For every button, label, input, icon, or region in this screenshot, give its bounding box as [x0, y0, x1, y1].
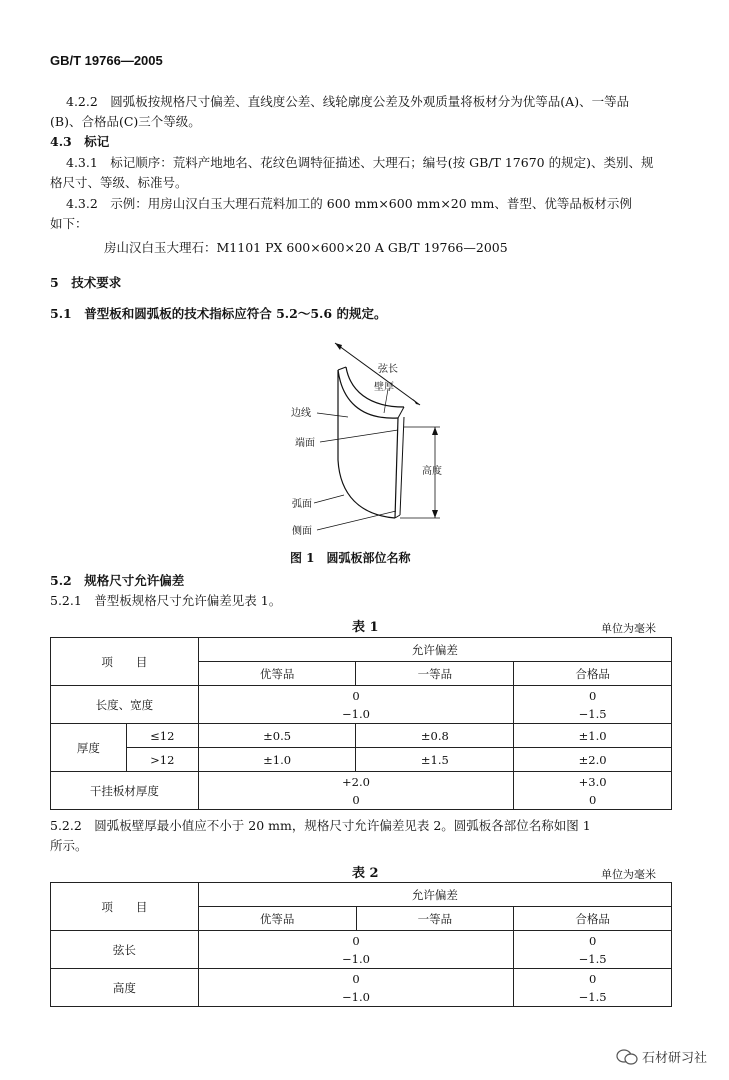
section-5: 5 技术要求 [50, 275, 122, 290]
watermark-text: 石材研习社 [641, 1051, 707, 1066]
section-5-2: 5.2 规格尺寸允许偏差 [50, 573, 185, 588]
t1-le12-b: ±0.8 [356, 724, 514, 748]
para-5-1: 5.1 普型板和圆弧板的技术指标应符合 5.2～5.6 的规定。 [50, 306, 387, 321]
t1-length-ab: 0 −1.0 [198, 686, 513, 724]
para-5-2-2-line1: 5.2.2 圆弧板壁厚最小值应不小于 20 mm，规格尺寸允许偏差见表 2。圆弧板各部位名称如图 1 [50, 818, 591, 833]
label-chord: 弦长 [378, 364, 398, 375]
t1-gt12-a: ±1.0 [198, 748, 356, 772]
t2-header-tolerance: 允许偏差 [198, 883, 671, 907]
t2-header-grade-a: 优等品 [198, 907, 356, 931]
t1-row-thickness: 厚度 [51, 724, 127, 772]
wechat-icon [616, 1048, 638, 1066]
para-5-2-2-line2: 所示。 [50, 838, 88, 853]
t1-row-dry-hang: 干挂板材厚度 [51, 772, 199, 810]
table1-title: 表 1 [352, 620, 379, 635]
label-height: 高度 [422, 466, 442, 477]
table2-title: 表 2 [352, 866, 379, 881]
para-4-2-2-line1: 4.2.2 圆弧板按规格尺寸偏差、直线度公差、线轮廓度公差及外观质量将板材分为优等品(A)、一等品 [66, 94, 630, 109]
figure-caption: 图 1 圆弧板部位名称 [290, 551, 411, 565]
table-1 [50, 637, 672, 810]
t1-header-tolerance: 允许偏差 [198, 638, 671, 662]
t2-height-ab: 0 −1.0 [198, 969, 513, 1007]
para-4-3-1-line1: 4.3.1 标记顺序：荒料产地地名、花纹色调特征描述、大理石；编号(按 GB/T 17670 的规定)、类别、规 [66, 155, 654, 170]
watermark [616, 1047, 707, 1066]
table-2 [50, 882, 672, 1007]
t1-thickness-le12: ≤12 [126, 724, 198, 748]
t2-header-grade-b: 一等品 [356, 907, 514, 931]
t1-le12-c: ±1.0 [514, 724, 672, 748]
t2-chord-c: 0 −1.5 [514, 931, 672, 969]
table1-unit: 单位为毫米 [601, 622, 656, 635]
marking-example: 房山汉白玉大理石：M1101 PX 600×600×20 A GB/T 19766—2005 [104, 240, 508, 255]
label-side-face: 侧面 [292, 526, 312, 537]
t1-header-grade-a: 优等品 [198, 662, 356, 686]
t2-height-c: 0 −1.5 [514, 969, 672, 1007]
para-4-3-2-line1: 4.3.2 示例：用房山汉白玉大理石荒料加工的 600 mm×600 mm×20 mm、普型、优等品板材示例 [66, 196, 632, 211]
t1-gt12-b: ±1.5 [356, 748, 514, 772]
label-end-face: 端面 [295, 438, 315, 449]
document-header: GB/T 19766—2005 [50, 53, 163, 68]
t2-header-item: 项 目 [51, 883, 199, 931]
t1-gt12-c: ±2.0 [514, 748, 672, 772]
label-arc-face: 弧面 [292, 499, 312, 510]
para-4-2-2-line2: (B)、合格品(C)三个等级。 [50, 114, 201, 129]
t1-row-length-width: 长度、宽度 [51, 686, 199, 724]
t2-row-height: 高度 [51, 969, 199, 1007]
t2-row-chord: 弦长 [51, 931, 199, 969]
t2-header-grade-c: 合格品 [514, 907, 672, 931]
para-4-3-2-line2: 如下： [50, 216, 88, 231]
table2-unit: 单位为毫米 [601, 868, 656, 881]
t1-thickness-gt12: >12 [126, 748, 198, 772]
t2-chord-ab: 0 −1.0 [198, 931, 513, 969]
section-4-3: 4.3 标记 [50, 134, 110, 149]
para-4-3-1-line2: 格尺寸、等级、标准号。 [50, 175, 188, 190]
label-edge: 边线 [291, 408, 311, 419]
t1-header-grade-c: 合格品 [514, 662, 672, 686]
t1-dryhang-c: +3.0 0 [514, 772, 672, 810]
t1-length-c: 0 −1.5 [514, 686, 672, 724]
t1-header-grade-b: 一等品 [356, 662, 514, 686]
para-5-2-1: 5.2.1 普型板规格尺寸允许偏差见表 1。 [50, 593, 282, 608]
t1-header-item: 项 目 [51, 638, 199, 686]
t1-le12-a: ±0.5 [198, 724, 356, 748]
label-wall-thickness: 壁厚 [374, 382, 394, 393]
t1-dryhang-ab: +2.0 0 [198, 772, 513, 810]
